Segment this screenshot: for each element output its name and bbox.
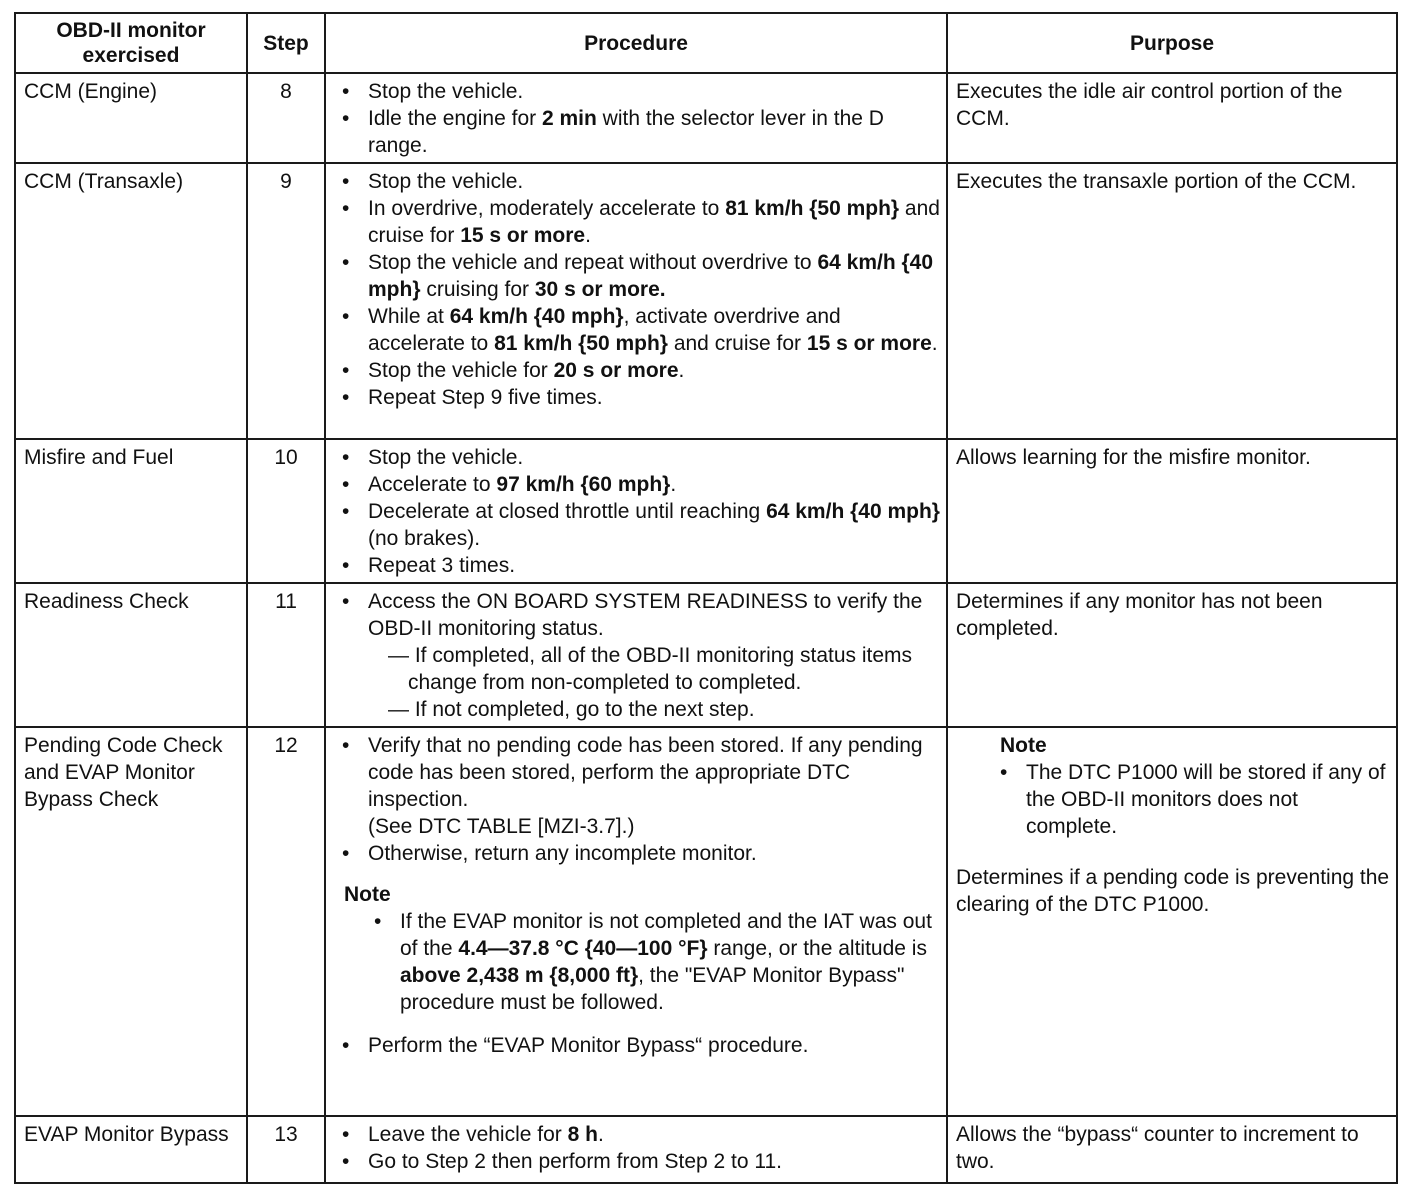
procedure-item — [334, 1148, 940, 1175]
text-run: Stop the vehicle and repeat without overdrive to — [368, 251, 818, 274]
bold-value: 8 h — [567, 1123, 598, 1146]
procedure-item — [334, 498, 940, 552]
text-run: Leave the vehicle for — [368, 1123, 568, 1146]
procedure-subitem: — If completed, all of the OBD-II monitoring status items change from non-completed to completed. — [388, 644, 913, 694]
bold-value: 4.4—37.8 °C {40—100 °F} — [458, 937, 708, 960]
text-run: (no brakes). — [368, 527, 481, 550]
table-row — [15, 163, 1397, 439]
purpose-cell: Allows learning for the misfire monitor. — [947, 439, 1397, 583]
procedure-item — [334, 303, 940, 357]
procedure-item — [334, 732, 940, 840]
table-row — [15, 73, 1397, 163]
procedure-item — [334, 357, 940, 384]
bold-value: above 2,438 m {8,000 ft} — [400, 964, 639, 987]
procedure-item — [334, 195, 940, 249]
purpose-text: Determines if a pending code is preventing the clearing of the DTC P1000. — [956, 866, 1390, 916]
note-list — [1000, 759, 1390, 840]
table-row — [15, 727, 1397, 1116]
step-cell: 13 — [247, 1116, 325, 1183]
procedure-item — [334, 1121, 940, 1148]
text-run: Stop the vehicle. — [368, 446, 524, 469]
bold-value: 64 km/h {40 mph} — [449, 305, 624, 328]
text-run: Go to Step 2 then perform from Step 2 to 11. — [368, 1150, 783, 1173]
text-run: range, or the altitude is — [707, 937, 927, 960]
step-cell: 8 — [247, 73, 325, 163]
procedure-reference: (See DTC TABLE [MZI-3.7].) — [368, 815, 635, 838]
monitor-cell: CCM (Engine) — [15, 73, 247, 163]
bold-value: 2 min — [541, 107, 597, 130]
text-run: In overdrive, moderately accelerate to — [368, 197, 726, 220]
text-run: Decelerate at closed throttle until reaching — [368, 500, 767, 523]
procedure-cell — [325, 163, 947, 439]
monitor-cell: EVAP Monitor Bypass — [15, 1116, 247, 1183]
note-title: Note — [1000, 734, 1047, 757]
text-run: and cruise for — [667, 332, 807, 355]
header-step: Step — [247, 13, 325, 73]
procedure-item — [334, 384, 940, 411]
procedure-list — [334, 1032, 940, 1059]
note-item: • The DTC P1000 will be stored if any of the OBD-II monitors does not complete. — [1000, 759, 1390, 840]
bold-value: 20 s or more — [553, 359, 679, 382]
procedure-item — [334, 588, 940, 723]
procedure-item: • Perform the “EVAP Monitor Bypass“ procedure. — [334, 1032, 940, 1059]
header-purpose: Purpose — [947, 13, 1397, 73]
procedure-item — [334, 471, 940, 498]
text-run: If the EVAP monitor is not completed and the IAT was out of the — [400, 910, 932, 960]
monitor-cell: Misfire and Fuel — [15, 439, 247, 583]
text-run: cruising for — [420, 278, 535, 301]
bold-value: 64 km/h {40 mph} — [766, 500, 940, 523]
procedure-item — [334, 552, 940, 579]
monitor-cell: CCM (Transaxle) — [15, 163, 247, 439]
text-run: , activate overdrive and accelerate to — [368, 305, 841, 355]
procedure-subitem: — If not completed, go to the next step. — [388, 698, 755, 721]
step-cell: 12 — [247, 727, 325, 1116]
procedure-list — [334, 1121, 940, 1175]
purpose-cell: Executes the idle air control portion of the CCM. — [947, 73, 1397, 163]
procedure-item: • Otherwise, return any incomplete monitor. — [334, 840, 940, 867]
step-cell: 10 — [247, 439, 325, 583]
bold-value: 64 km/h {40 mph} — [368, 251, 934, 301]
table-row — [15, 583, 1397, 727]
procedure-list — [334, 444, 940, 579]
procedure-cell — [325, 439, 947, 583]
text-run: Repeat 3 times. — [368, 554, 516, 577]
procedure-item — [334, 444, 940, 471]
bold-value: 81 km/h {50 mph} — [725, 197, 900, 220]
obd-monitor-table — [14, 12, 1398, 1184]
note-list — [340, 908, 940, 1016]
note-item — [340, 908, 940, 1016]
purpose-note — [1000, 732, 1390, 840]
bold-value: 15 s or more — [806, 332, 932, 355]
procedure-cell — [325, 73, 947, 163]
procedure-list — [334, 732, 940, 867]
bold-value: 97 km/h {60 mph} — [496, 473, 671, 496]
text-run: , the "EVAP Monitor Bypass" procedure must be followed. — [400, 964, 905, 1014]
procedure-cell — [325, 583, 947, 727]
text-run: While at — [368, 305, 450, 328]
text-run: Stop the vehicle. — [368, 170, 524, 193]
text-run: . — [678, 359, 685, 382]
monitor-cell: Readiness Check — [15, 583, 247, 727]
procedure-list — [334, 588, 940, 723]
purpose-cell: Allows the “bypass“ counter to increment to two. — [947, 1116, 1397, 1183]
step-cell: 11 — [247, 583, 325, 727]
procedure-list — [334, 168, 940, 411]
header-procedure: Procedure — [325, 13, 947, 73]
text-run: Accelerate to — [368, 473, 497, 496]
procedure-text: Verify that no pending code has been stored. If any pending code has been stored, perform the appropriate DTC inspection. — [368, 734, 923, 811]
purpose-cell: Determines if any monitor has not been completed. — [947, 583, 1397, 727]
note-title: Note — [344, 883, 391, 906]
text-run: . — [931, 332, 938, 355]
purpose-cell: Executes the transaxle portion of the CCM. — [947, 163, 1397, 439]
procedure-note — [340, 881, 940, 1016]
purpose-cell — [947, 727, 1397, 1116]
table-row — [15, 439, 1397, 583]
monitor-cell: Pending Code Check and EVAP Monitor Bypass Check — [15, 727, 247, 1116]
text-run: . — [585, 224, 591, 247]
step-cell: 9 — [247, 163, 325, 439]
procedure-cell — [325, 727, 947, 1116]
table-row — [15, 1116, 1397, 1183]
text-run: Stop the vehicle for — [368, 359, 554, 382]
procedure-item — [334, 249, 940, 303]
procedure-text: Access the ON BOARD SYSTEM READINESS to verify the OBD-II monitoring status. — [368, 590, 923, 640]
text-run: Repeat Step 9 five times. — [368, 386, 603, 409]
procedure-item — [334, 168, 940, 195]
procedure-list — [334, 78, 940, 159]
procedure-cell — [325, 1116, 947, 1183]
text-run: and cruise for — [368, 197, 940, 247]
procedure-item — [334, 105, 940, 159]
procedure-item — [334, 78, 940, 105]
table-header-row — [15, 13, 1397, 73]
text-run: . — [597, 1123, 604, 1146]
text-run: Idle the engine for — [368, 107, 542, 130]
text-run: with the selector lever in the D range. — [368, 107, 884, 157]
bold-value: 30 s or more. — [534, 278, 666, 301]
text-run: Stop the vehicle. — [368, 80, 524, 103]
text-run: . — [670, 473, 677, 496]
header-monitor: OBD-II monitor exercised — [15, 13, 247, 73]
bold-value: 81 km/h {50 mph} — [494, 332, 668, 355]
bold-value: 15 s or more — [460, 224, 586, 247]
